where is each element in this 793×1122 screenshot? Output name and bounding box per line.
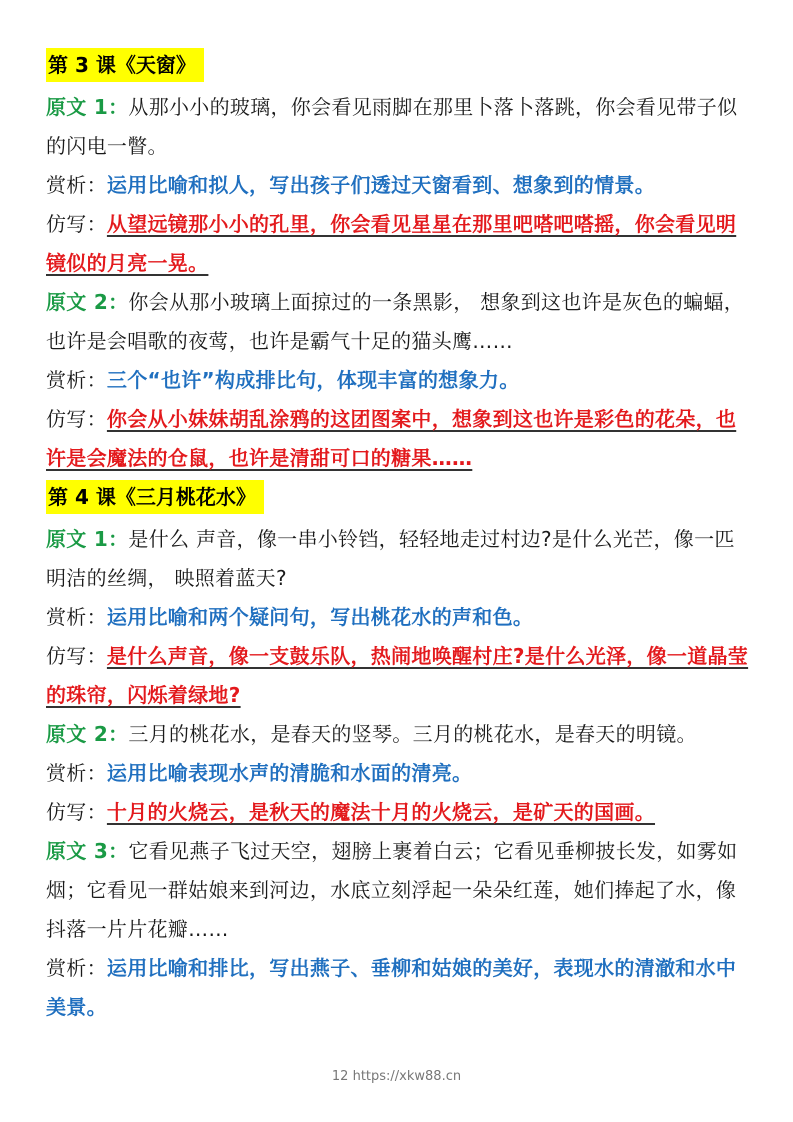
analysis-label: 赏析： [46, 761, 107, 785]
lesson3-imitation-1 [46, 205, 751, 283]
analysis-text: 三个“也许”构成排比句，体现丰富的想象力。 [106, 368, 520, 392]
analysis-label: 赏析： [46, 368, 107, 392]
imitation-label: 仿写： [46, 407, 107, 431]
imitation-label: 仿写： [46, 644, 107, 668]
original-text: 它看见燕子飞过天空，翅膀上裹着白云；它看见垂柳披长发，如雾如烟；它看见一群姑娘来到河边，水底立刻浮起一朵朵红莲，她们捧起了水，像抖落一片片花瓣…… [46, 839, 738, 941]
analysis-label: 赏析： [46, 605, 107, 629]
lesson4-imitation-2 [46, 793, 751, 832]
analysis-text: 运用比喻表现水声的清脆和水面的清亮。 [106, 761, 473, 785]
analysis-text: 运用比喻和两个疑问句，写出桃花水的声和色。 [106, 605, 534, 629]
document-page [46, 46, 751, 1027]
original-label: 原文 2： [46, 722, 129, 746]
lesson3-analysis-1 [46, 166, 751, 205]
imitation-text: 十月的火烧云，是秋天的魔法十月的火烧云，是矿天的国画。 [106, 800, 656, 824]
lesson4-original-3 [46, 832, 751, 949]
analysis-label: 赏析： [46, 956, 107, 980]
original-label: 原文 2： [46, 290, 129, 314]
imitation-text: 是什么声音，像一支鼓乐队，热闹地唤醒村庄?是什么光泽，像一道晶莹的珠帘，闪烁着绿地? [46, 644, 749, 707]
lesson3-analysis-2 [46, 361, 751, 400]
lesson4-analysis-2 [46, 754, 751, 793]
lesson4-analysis-1 [46, 598, 751, 637]
lesson3-original-1 [46, 88, 751, 166]
lesson4-original-1 [46, 520, 751, 598]
lesson3-imitation-2 [46, 400, 751, 478]
original-label: 原文 3： [46, 839, 129, 863]
analysis-label: 赏析： [46, 173, 107, 197]
lesson4-original-2 [46, 715, 751, 754]
lesson4-imitation-1 [46, 637, 751, 715]
lesson3-title: 第 3 课《天窗》 [46, 48, 204, 82]
page-footer: 12 https://xkw88.cn [331, 1069, 462, 1084]
original-text: 从那小小的玻璃，你会看见雨脚在那里卜落卜落跳，你会看见带子似的闪电一瞥。 [46, 95, 738, 158]
analysis-text: 运用比喻和排比，写出燕子、垂柳和姑娘的美好，表现水的清澈和水中美景。 [46, 956, 737, 1019]
original-text: 你会从那小玻璃上面掠过的一条黑影， 想象到这也许是灰色的蝙蝠，也许是会唱歌的夜莺，也许是霸气十足的猫头鹰…… [46, 290, 745, 353]
lesson3-original-2 [46, 283, 751, 361]
lesson4-analysis-3 [46, 949, 751, 1027]
imitation-text: 从望远镜那小小的孔里，你会看见星星在那里吧嗒吧嗒摇，你会看见明镜似的月亮一晃。 [46, 212, 737, 275]
lesson4-title: 第 4 课《三月桃花水》 [46, 480, 264, 514]
original-text: 是什么 声音，像一串小铃铛，轻轻地走过村边?是什么光芒，像一匹明洁的丝绸， 映照着蓝天? [46, 527, 735, 590]
imitation-label: 仿写： [46, 212, 107, 236]
analysis-text: 运用比喻和拟人，写出孩子们透过天窗看到、想象到的情景。 [106, 173, 656, 197]
original-label: 原文 1： [46, 95, 129, 119]
imitation-label: 仿写： [46, 800, 107, 824]
original-text: 三月的桃花水，是春天的竖琴。三月的桃花水，是春天的明镜。 [128, 722, 697, 746]
original-label: 原文 1： [46, 527, 129, 551]
imitation-text: 你会从小妹妹胡乱涂鸦的这团图案中，想象到这也许是彩色的花朵，也许是会魔法的仓鼠，也许是清甜可口的糖果…… [46, 407, 737, 470]
